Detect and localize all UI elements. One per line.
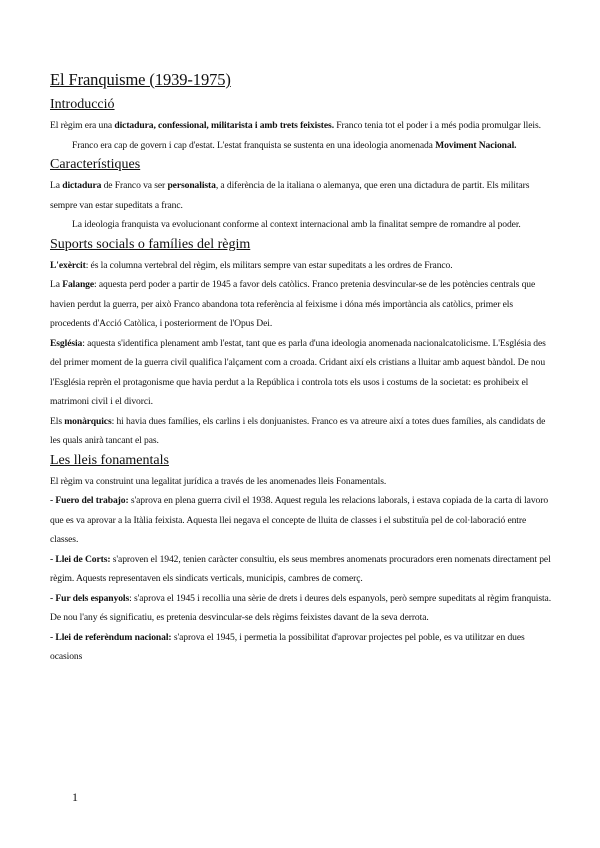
paragraph-intro-2 bbox=[50, 136, 555, 156]
text-run: : s'aprova el 1945 i recollia una sèrie de drets i deures dels espanyols, però sempre supeditats al règim franquista. De nou l'any és significatiu, es pretenia desvincular-se dels règims feixistes davant de la seva derrota. bbox=[50, 592, 552, 623]
text-run: : és la columna vertebral del règim, els militars sempre van estar supeditats a les ordres de Franco. bbox=[85, 259, 453, 271]
section-heading-introduccio: Introducció bbox=[50, 97, 115, 112]
text-run: , a diferència de la italiana o alemanya, que eren una dictadura de partit. Els militars sempre van estar supeditats a franc. bbox=[50, 180, 530, 211]
bold-run: dictadura bbox=[62, 180, 102, 191]
section-heading-suports: Suports socials o famílies del règim bbox=[50, 236, 251, 252]
text-run: La bbox=[50, 180, 63, 191]
paragraph-caracteristiques-2: La ideologia franquista va evolucionant conforme al context internacional amb la finalitat sempre de romandre al poder. bbox=[72, 219, 521, 230]
text-run: : aquesta s'identifica plenament amb l'estat, tant que es parla d'una ideologia anomenada nacionalcatolicisme. L'Església des del primer moment de la guerra civil qualifica l'alçament com a croada. Cridant així els cristians a lluitar amb aquest bàndol. De nou l'Església reprèn el protagonisme que havia perdut a la República i controla tots els usos i costums de la societat: es prohibeix el matrimoni civil i el divorci. bbox=[50, 337, 546, 407]
text-run: La bbox=[50, 279, 63, 290]
paragraph-falange bbox=[50, 275, 555, 334]
list-item-fuero-trabajo bbox=[50, 491, 555, 550]
bold-run: - Llei de referèndum nacional: bbox=[50, 631, 172, 643]
text-run: Franco era cap de govern i cap d'estat. L'estat franquista se sustenta en una ideologia anomenada bbox=[72, 139, 436, 151]
text-run: El règim era una bbox=[50, 120, 115, 131]
bold-run: - Fuero del trabajo: bbox=[50, 495, 129, 506]
bold-run: - Llei de Corts: bbox=[50, 553, 111, 565]
text-run: de Franco va ser bbox=[101, 180, 168, 191]
document-page bbox=[50, 70, 555, 667]
text-run: s'aproven el 1942, tenien caràcter consultiu, els seus membres anomenats procuradors eren nomenats directament pel règim. Aquests representaven els sindicats verticals, municipis, cambres de comerç. bbox=[50, 553, 551, 584]
bold-run: Falange bbox=[62, 279, 95, 290]
list-item-fur-espanyols bbox=[50, 589, 555, 628]
document-title: El Franquisme (1939-1975) bbox=[50, 70, 231, 89]
text-run: Els bbox=[50, 415, 65, 427]
bold-run: - Fur dels espanyols bbox=[50, 592, 130, 604]
section-heading-lleis: Les lleis fonamentals bbox=[50, 452, 169, 468]
paragraph-exercit bbox=[50, 256, 555, 276]
text-run: : hi havia dues famílies, els carlins i els donjuanistes. Franco es va atreure així a totes dues famílies, als candidats de les quals anirà tancant el pas. bbox=[50, 415, 546, 446]
list-item-llei-corts bbox=[50, 550, 555, 589]
bold-run: personalista bbox=[167, 180, 216, 191]
paragraph-lleis-intro: El règim va construint una legalitat jurídica a través de les anomenades lleis Fonamentals. bbox=[50, 475, 387, 487]
bold-run: Església bbox=[50, 337, 83, 349]
paragraph-intro-1 bbox=[50, 116, 555, 136]
paragraph-monarquics bbox=[50, 412, 555, 451]
paragraph-caracteristiques-1 bbox=[50, 176, 555, 215]
section-heading-caracteristiques: Característiques bbox=[50, 157, 141, 172]
list-item-llei-referendum bbox=[50, 628, 555, 667]
text-run: : aquesta perd poder a partir de 1945 a favor dels catòlics. Franco pretenia desvincular-se de les potències centrals que havien perdut la guerra, per això Franco abandona tota referència al feixisme i dóna més importància als catòlics, primer els procedents d'Acció Catòlica, i posteriorment de l'Opus Dei. bbox=[50, 279, 536, 329]
bold-run: monàrquics bbox=[64, 415, 112, 427]
text-run: s'aprova el 1945, i permetia la possibilitat d'aprovar projectes pel poble, es va utilitzar en dues ocasions bbox=[50, 631, 525, 662]
bold-run: Moviment Nacional. bbox=[435, 139, 517, 151]
bold-run: dictadura, confessional, militarista i amb trets feixistes. bbox=[114, 120, 334, 131]
paragraph-esglesia bbox=[50, 334, 555, 412]
text-run: s'aprova en plena guerra civil el 1938. Aquest regula les relacions laborals, i estava copiada de la carta di lavoro que es va aprovar a la Itàlia feixista. Aquesta llei negava el concepte de lluita de classes i el substituïa pel de col·laboració entre classes. bbox=[50, 495, 549, 545]
text-run: Franco tenia tot el poder i a més podia promulgar lleis. bbox=[334, 120, 541, 131]
bold-run: L'exèrcit bbox=[50, 259, 86, 271]
page-number: 1 bbox=[72, 790, 78, 804]
